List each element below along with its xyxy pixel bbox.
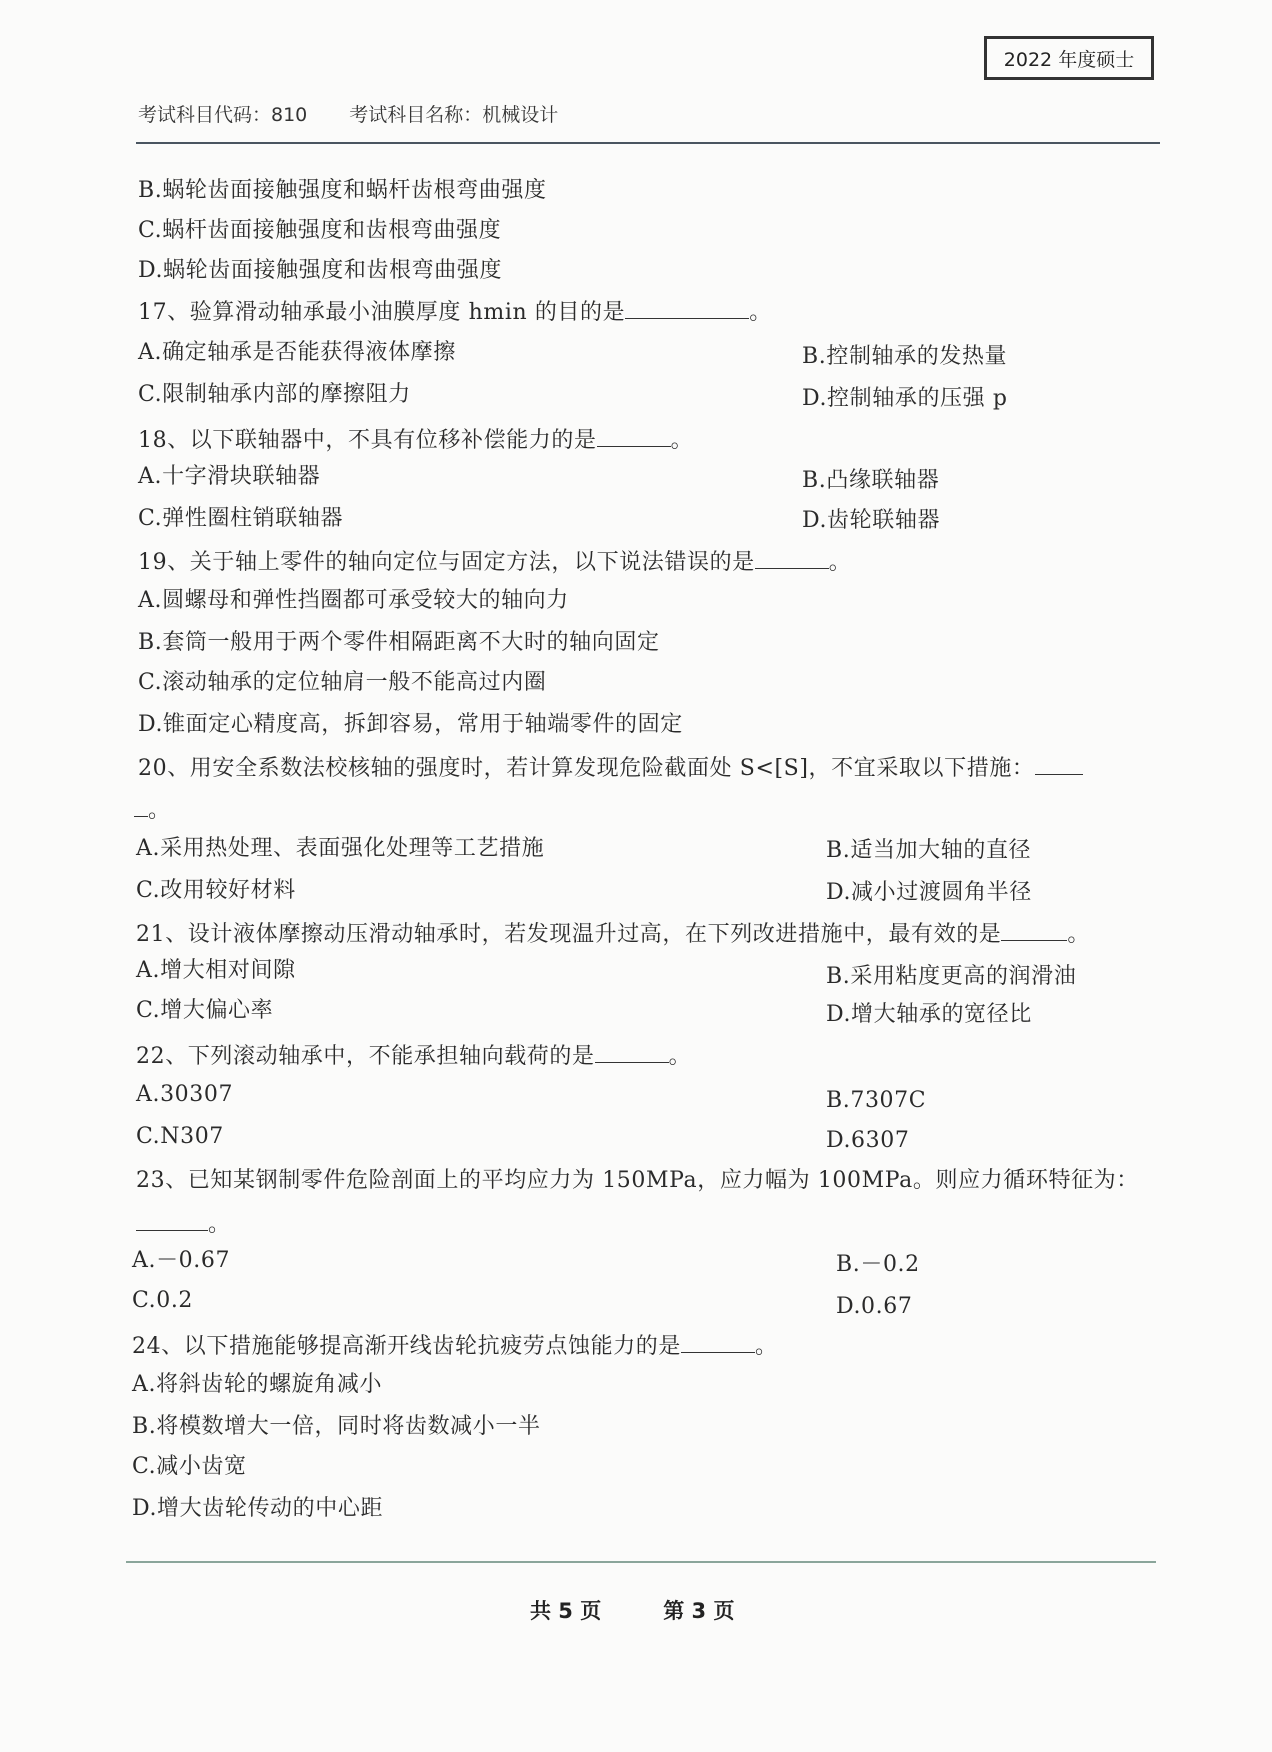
option-23c: C.0.2: [132, 1288, 194, 1313]
question-19-period: 。: [828, 550, 852, 575]
question-20-text: 20、用安全系数法校核轴的强度时，若计算发现危险截面处 S<[S]，不宜采取以下措施：: [138, 756, 1035, 781]
question-18-period: 。: [670, 428, 694, 453]
option-17b: B.控制轴承的发热量: [802, 344, 1008, 369]
option-24c: C.减小齿宽: [132, 1454, 247, 1479]
option-16b: B.蜗轮齿面接触强度和蜗杆齿根弯曲强度: [138, 178, 547, 203]
current-page: 第 3 页: [663, 1599, 735, 1623]
option-20a: A.采用热处理、表面强化处理等工艺措施: [136, 836, 545, 861]
option-19b: B.套筒一般用于两个零件相隔距离不大时的轴向固定: [138, 630, 660, 655]
answer-blank: [681, 1330, 755, 1353]
option-19a: A.圆螺母和弹性挡圈都可承受较大的轴向力: [138, 588, 569, 613]
question-17: [138, 296, 772, 328]
option-17a: A.确定轴承是否能获得液体摩擦: [138, 340, 456, 365]
question-23-continuation: [136, 1208, 231, 1240]
option-20d: D.减小过渡圆角半径: [826, 880, 1032, 905]
year-label-box: [984, 36, 1154, 80]
option-18d: D.齿轮联轴器: [802, 508, 941, 533]
option-23d: D.0.67: [836, 1294, 913, 1319]
option-17c: C.限制轴承内部的摩擦阻力: [138, 382, 411, 407]
answer-blank: [136, 1208, 208, 1231]
answer-blank: [134, 794, 148, 817]
option-22b: B.7307C: [826, 1088, 927, 1113]
total-pages: 共 5 页: [530, 1599, 602, 1623]
year-label: 2022 年度硕士: [1003, 48, 1135, 71]
option-17d: D.控制轴承的压强 p: [802, 386, 1008, 411]
answer-blank: [1001, 918, 1067, 941]
option-16c: C.蜗杆齿面接触强度和齿根弯曲强度: [138, 218, 502, 243]
question-21: [136, 918, 1090, 950]
question-22-period: 。: [668, 1044, 692, 1069]
option-24d: D.增大齿轮传动的中心距: [132, 1496, 384, 1521]
option-23b: B.－0.2: [836, 1252, 920, 1277]
question-22: [136, 1040, 691, 1072]
question-21-text: 21、设计液体摩擦动压滑动轴承时，若发现温升过高，在下列改进措施中，最有效的是: [136, 922, 1002, 947]
subject-code: 考试科目代码：810: [138, 104, 308, 126]
option-19c: C.滚动轴承的定位轴肩一般不能高过内圈: [138, 670, 547, 695]
question-24-period: 。: [755, 1334, 778, 1359]
question-19: [138, 546, 851, 578]
question-20: [138, 752, 1083, 784]
option-20b: B.适当加大轴的直径: [826, 838, 1032, 863]
answer-blank: [595, 1040, 669, 1063]
question-24: [132, 1330, 778, 1362]
subject-name: 考试科目名称：机械设计: [349, 104, 559, 126]
question-18: [138, 424, 693, 456]
question-20-period: 。: [148, 798, 171, 823]
option-21c: C.增大偏心率: [136, 998, 274, 1023]
header-divider: [136, 142, 1160, 144]
option-23a: A.－0.67: [132, 1248, 231, 1273]
option-20c: C.改用较好材料: [136, 878, 296, 903]
question-17-text: 17、验算滑动轴承最小油膜厚度 hmin 的目的是: [138, 300, 626, 325]
question-24-text: 24、以下措施能够提高渐开线齿轮抗疲劳点蚀能力的是: [132, 1334, 681, 1359]
question-22-text: 22、下列滚动轴承中，不能承担轴向载荷的是: [136, 1044, 595, 1069]
question-21-period: 。: [1067, 922, 1091, 947]
footer-divider: [126, 1561, 1156, 1563]
option-22d: D.6307: [826, 1128, 910, 1153]
answer-blank: [597, 424, 671, 447]
option-18a: A.十字滑块联轴器: [138, 464, 321, 489]
answer-blank: [625, 296, 749, 319]
question-20-continuation: [134, 794, 171, 826]
option-16d: D.蜗轮齿面接触强度和齿根弯曲强度: [138, 258, 503, 283]
option-22c: C.N307: [136, 1124, 224, 1149]
question-18-text: 18、以下联轴器中，不具有位移补偿能力的是: [138, 428, 597, 453]
option-21a: A.增大相对间隙: [136, 958, 296, 983]
page-header: [138, 100, 558, 127]
answer-blank: [755, 546, 829, 569]
option-18c: C.弹性圈柱销联轴器: [138, 506, 344, 531]
option-19d: D.锥面定心精度高，拆卸容易，常用于轴端零件的固定: [138, 712, 683, 737]
option-21b: B.采用粘度更高的润滑油: [826, 964, 1077, 989]
option-18b: B.凸缘联轴器: [802, 468, 940, 493]
question-23-period: 。: [208, 1212, 231, 1237]
option-24a: A.将斜齿轮的螺旋角减小: [132, 1372, 383, 1397]
option-22a: A.30307: [136, 1082, 234, 1107]
question-17-period: 。: [749, 300, 772, 325]
answer-blank: [1035, 752, 1083, 775]
question-19-text: 19、关于轴上零件的轴向定位与固定方法，以下说法错误的是: [138, 550, 755, 575]
question-23: 23、已知某钢制零件危险剖面上的平均应力为 150MPa，应力幅为 100MPa。则应力循环特征为：: [136, 1168, 1139, 1193]
option-24b: B.将模数增大一倍，同时将齿数减小一半: [132, 1414, 541, 1439]
option-21d: D.增大轴承的宽径比: [826, 1002, 1032, 1027]
page-footer: [530, 1595, 734, 1625]
